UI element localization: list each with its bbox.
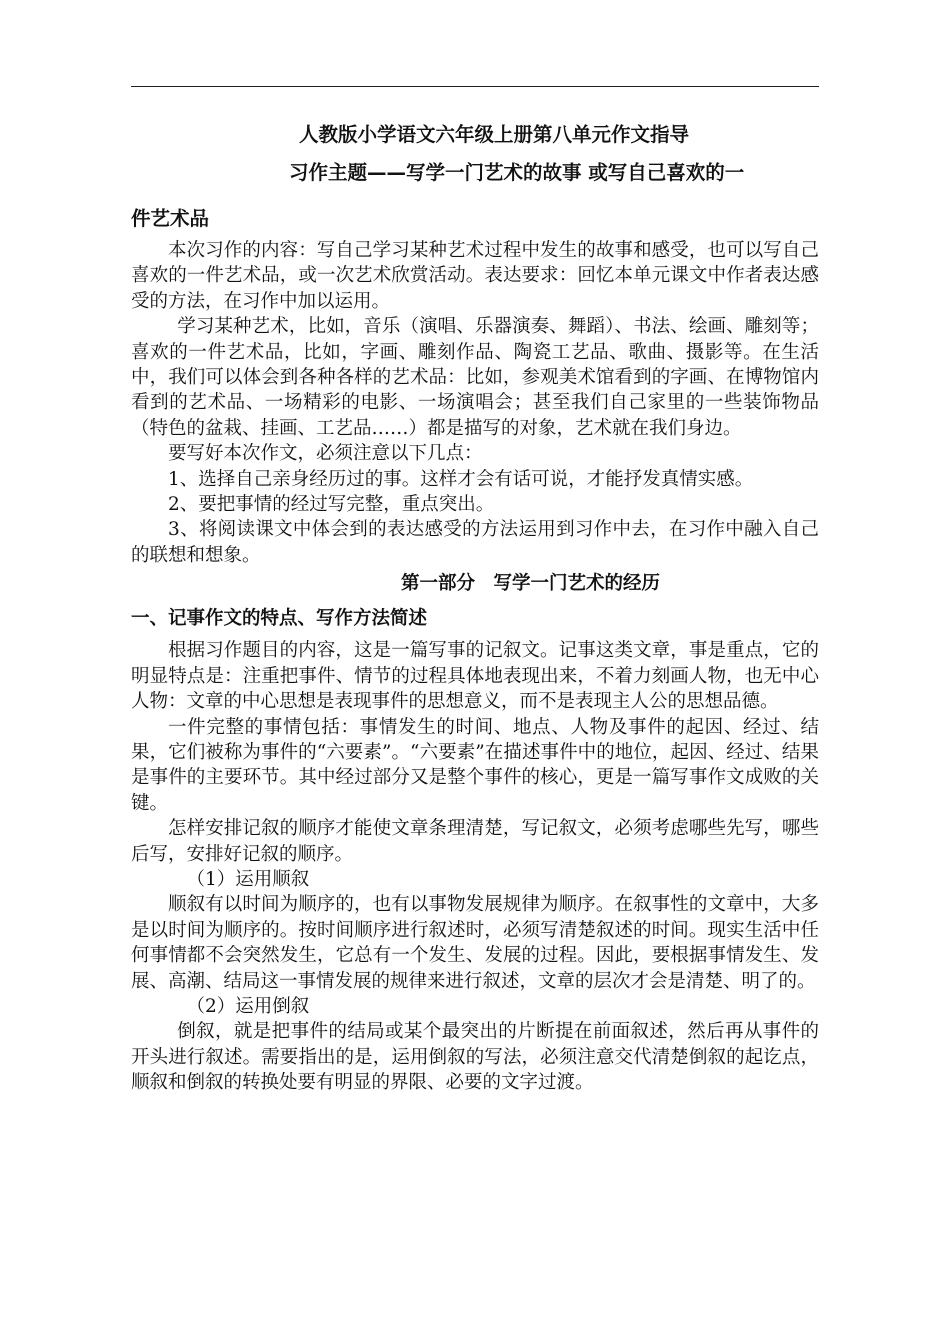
subsection-label: （1）运用顺叙	[186, 868, 310, 890]
intro-paragraph: 学习某种艺术，比如，音乐（演唱、乐器演奏、舞蹈）、书法、绘画、雕刻等；喜欢的一件艺术品，比如，字画、雕刻作品、陶瓷工艺品、歌曲、摄影等。在生活中，我们可以体会到各种各样的艺术品：比如，参观美术馆看到的字画、在博物馆内看到的艺术品、一场精彩的电影、一场演唱会；甚至我们自己家里的一些装饰物品（特色的盆栽、挂画、工艺品……）都是描写的对象，艺术就在我们身边。	[131, 316, 819, 439]
document-title: 人教版小学语文六年级上册第八单元作文指导	[299, 123, 690, 146]
subsection-label: （2）运用倒叙	[186, 995, 310, 1017]
subsection-paragraph: 倒叙，就是把事件的结局或某个最突出的片断提在前面叙述，然后再从事件的开头进行叙述。需要指出的是，运用倒叙的写法，必须注意交代清楚倒叙的起讫点，顺叙和倒叙的转换处要有明显的界限、必要的文字过渡。	[131, 1021, 819, 1094]
intro-paragraph: 本次习作的内容：写自己学习某种艺术过程中发生的故事和感受，也可以写自己喜欢的一件艺术品，或一次艺术欣赏活动。表达要求：回忆本单元课文中作者表达感受的方法，在习作中加以运用。	[131, 240, 819, 312]
subsection-paragraph: 顺叙有以时间为顺序的，也有以事物发展规律为顺序。在叙事性的文章中，大多是以时间为顺序的。按时间顺序进行叙述时，必须写清楚叙述的时间。现实生活中任何事情都不会突然发生，它总有一个发生、发展的过程。因此，要根据事情发生、发展、高潮、结局这一事情发展的规律来进行叙述，文章的层次才会是清楚、明了的。	[131, 894, 819, 992]
part-heading: 第一部分 写学一门艺术的经历	[401, 573, 661, 595]
section-heading: 一、记事作文的特点、写作方法简述	[131, 608, 428, 630]
document-subtitle: 习作主题——写学一门艺术的故事 或写自己喜欢的一	[289, 161, 745, 184]
document-body	[131, 110, 819, 1096]
requirement-item: 2、要把事情的经过写完整，重点突出。	[168, 494, 495, 516]
document-subtitle-continued: 件艺术品	[131, 207, 210, 230]
requirement-item: 1、选择自己亲身经历过的事。这样才会有话可说，才能抒发真情实感。	[168, 468, 754, 490]
section-paragraph: 一件完整的事情包括：事情发生的时间、地点、人物及事件的起因、经过、结果，它们被称为事件的“六要素”。“六要素”在描述事件中的地位，起因、经过、结果是事件的主要环节。其中经过部分又是整个事件的核心，更是一篇写事作文成败的关键。	[131, 716, 819, 814]
requirement-item: 3、将阅读课文中体会到的表达感受的方法运用到习作中去，在习作中融入自己的联想和想象。	[131, 519, 819, 566]
section-paragraph: 根据习作题目的内容，这是一篇写事的记叙文。记事这类文章，事是重点，它的明显特点是：注重把事件、情节的过程具体地表现出来，不着力刻画人物，也无中心人物：文章的中心思想是表现事件的思想意义，而不是表现主人公的思想品德。	[131, 640, 819, 713]
section-paragraph: 怎样安排记叙的顺序才能使文章条理清楚，写记叙文，必须考虑哪些先写，哪些后写，安排好记叙的顺序。	[131, 818, 819, 865]
header-rule	[131, 86, 819, 87]
intro-paragraph: 要写好本次作文，必须注意以下几点：	[168, 443, 483, 465]
